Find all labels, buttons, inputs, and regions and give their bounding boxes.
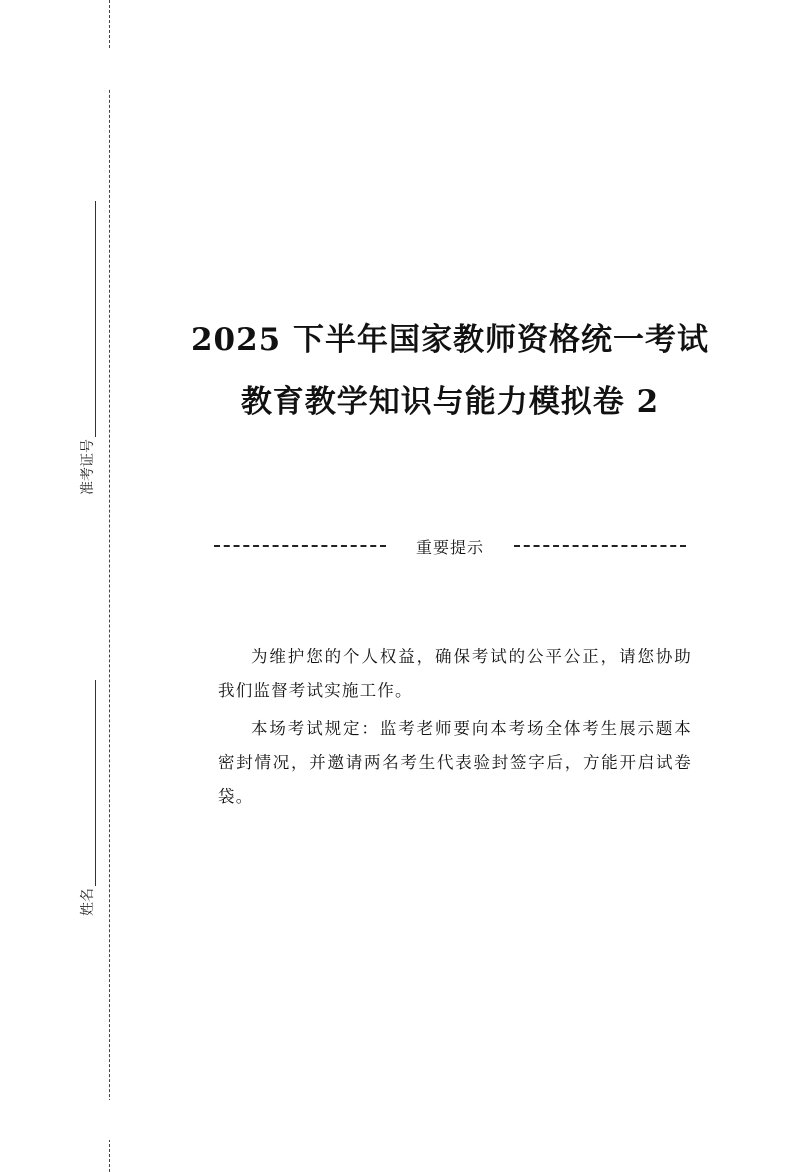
candidate-name-blank[interactable] <box>83 680 96 886</box>
notice-body <box>218 640 692 818</box>
binding-seal-line <box>109 0 110 1172</box>
notice-dash-right <box>514 545 686 547</box>
candidate-name-label: 姓名 <box>80 888 96 916</box>
exam-title-line-1: 2025 下半年国家教师资格统一考试 <box>190 322 710 358</box>
admission-ticket-label: 准考证号 <box>80 439 96 495</box>
seal-line-gap <box>100 1100 120 1140</box>
important-notice-header <box>214 534 686 558</box>
notice-paragraph-1: 为维护您的个人权益，确保考试的公平公正，请您协助我们监督考试实施工作。 <box>218 647 692 700</box>
seal-line-gap <box>100 48 120 88</box>
notice-label: 重要提示 <box>415 537 484 557</box>
admission-ticket-blank[interactable] <box>83 201 96 437</box>
notice-dash-left <box>214 545 386 547</box>
admission-ticket-field <box>80 201 96 495</box>
notice-paragraph-2: 本场考试规定：监考老师要向本考场全体考生展示题本密封情况，并邀请两名考生代表验封签字后，方能开启试卷袋。 <box>218 719 692 806</box>
candidate-name-field <box>80 680 96 916</box>
exam-title-line-2: 教育教学知识与能力模拟卷 2 <box>240 384 660 420</box>
